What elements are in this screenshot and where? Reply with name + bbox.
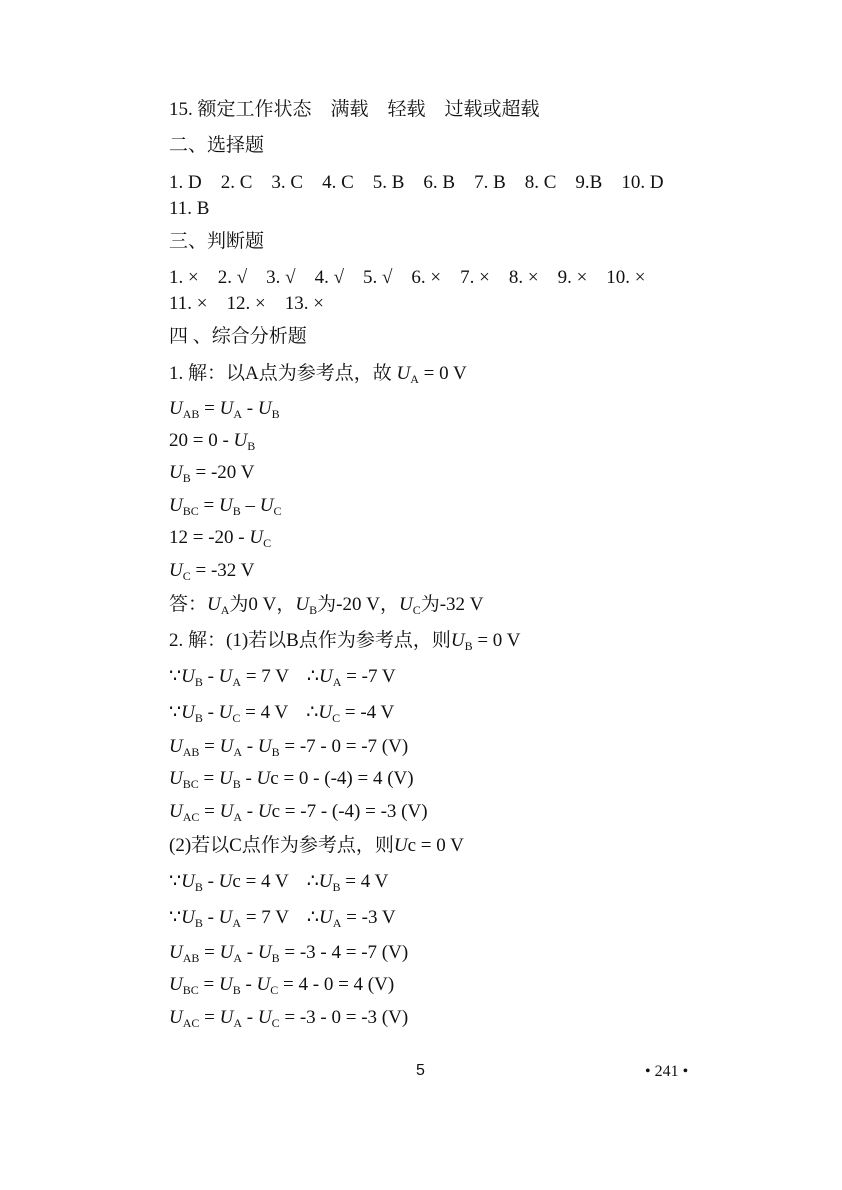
footer-center-number: 5: [416, 1062, 425, 1079]
problem-2-statement: 2. 解：(1)若以B点作为参考点，则$U_B = 0$ V: [169, 630, 521, 653]
equation-line: $U_{AB} = U_A - U_B = -3 - 4 = -7$ (V): [169, 942, 409, 965]
equation-line: $U_{BC} = U_B - U_C = 4 - 0 = 4$ (V): [169, 974, 395, 997]
equation-line: $12 = -20 - U_C$: [169, 527, 272, 550]
equation-line: $U_{BC} = U_B - Uc = 0 - (-4) = 4$ (V): [169, 768, 414, 791]
judgment-answers-line-1: 1. × 2. √ 3. √ 4. √ 5. √ 6. × 7. × 8. × 9. × 10. ×: [169, 267, 646, 288]
equation-line: $\because U_B - U_A = 7$ V $\therefore U_A = -7$ V: [169, 666, 396, 689]
equation-line: $U_B = -20$ V: [169, 462, 255, 485]
equation-line: $\because U_B - U_A = 7$ V $\therefore U_A = -3$ V: [169, 907, 396, 930]
section-heading-choice: 二、选择题: [169, 135, 265, 156]
equation-line: $U_{AB} = U_A - U_B$: [169, 398, 280, 421]
equation-line: $U_{AB} = U_A - U_B = -7 - 0 = -7$ (V): [169, 736, 409, 759]
problem-1-statement: 1. 解：以A点为参考点，故 $U_A = 0$ V: [169, 363, 467, 386]
equation-line: $\because U_B - Uc = 4$ V $\therefore U_B = 4$ V: [169, 871, 389, 894]
section-heading-analysis: 四 、综合分析题: [169, 326, 307, 347]
page-number: • 241 •: [645, 1063, 689, 1080]
choice-answers-line-1: 1. D 2. C 3. C 4. C 5. B 6. B 7. B 8. C 9.B 10. D: [169, 172, 664, 193]
equation-line: $20 = 0 - U_B$: [169, 430, 256, 453]
equation-line: $U_{AC} = U_A - U_C = -3 - 0 = -3$ (V): [169, 1007, 409, 1030]
equation-line: $U_{BC} = U_B - U_C$: [169, 495, 282, 518]
judgment-answers-line-2: 11. × 12. × 13. ×: [169, 293, 324, 314]
answer-15-line: 15. 额定工作状态 满载 轻载 过载或超载: [169, 99, 540, 120]
section-heading-judgment: 三、判断题: [169, 231, 265, 252]
equation-line: $U_C = -32$ V: [169, 560, 255, 583]
equation-line: $U_{AC} = U_A - Uc = -7 - (-4) = -3$ (V): [169, 801, 428, 824]
problem-2-part-2-statement: (2)若以C点作为参考点，则Uc = 0 V: [169, 835, 464, 856]
problem-1-answer: 答：$U_A$为0 V，$U_B$为-20 V，$U_C$为-32 V: [169, 594, 484, 617]
choice-answers-line-2: 11. B: [169, 198, 210, 219]
equation-line: $\because U_B - U_C = 4$ V $\therefore U_C = -4$ V: [169, 702, 395, 725]
